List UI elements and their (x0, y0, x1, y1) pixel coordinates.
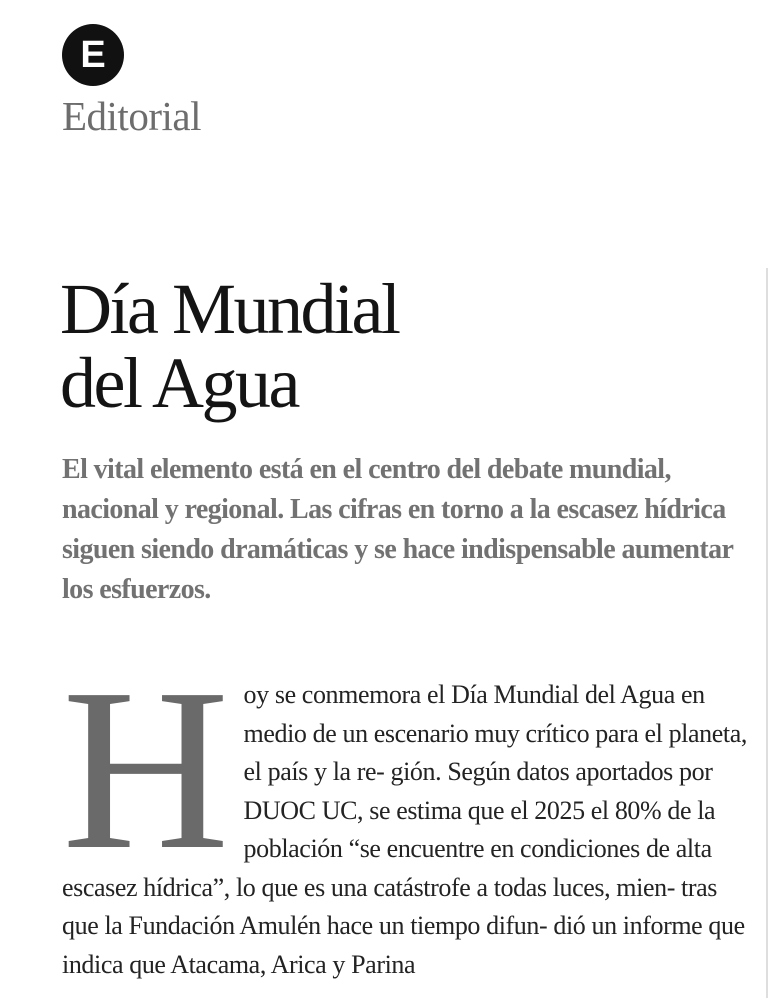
title-line-2: del Agua (60, 343, 298, 423)
newspaper-logo: E (62, 24, 124, 86)
section-header (62, 24, 201, 137)
article-body (62, 641, 752, 984)
article-subheading: El vital elemento está en el centro del debate mundial, nacional y regional. Las cifras en torno a la escasez hídrica siguen siendo dramáticas y se hace indispensable aumentar los esfuerzos. (62, 454, 733, 605)
title-line-1: Día Mundial (60, 269, 399, 349)
drop-cap: H (62, 641, 230, 898)
section-label: Editorial (62, 93, 201, 139)
article-title (60, 269, 700, 423)
article-body-text: oy se conmemora el Día Mundial del Agua en medio de un escenario muy crítico para el planeta, el país y la re- gión. Según datos aportados por DUOC UC, se estima que el 2025 el 80% de la población “se encuentre en condiciones de alta escasez hídrica”, lo que es una catástrofe a todas luces, mien- tras que la Fundación Amulén hace un tiempo difun- dió un informe que indica que Atacama, Arica y Parina (62, 680, 747, 979)
